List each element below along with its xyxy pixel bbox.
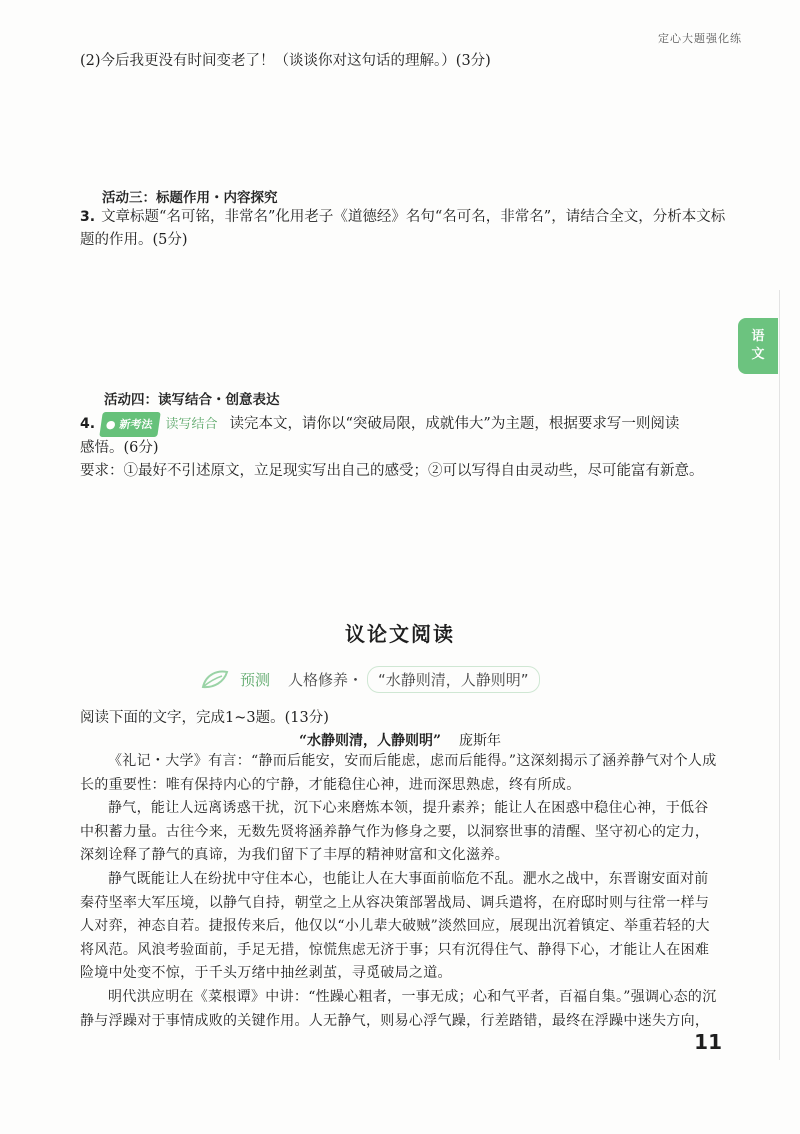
question-4-line-2: 感悟。(6分) — [80, 440, 159, 456]
article-author: 庞斯年 — [459, 733, 502, 749]
article-paragraph-3: 静气既能让人在纷扰中守住本心，也能让人在大事面前临危不乱。淝水之战中，东晋谢安面对前秦苻坚率大军压境，以静气自持，朝堂之上从容决策部署战局、调兵遣将，在府邸时则与往常一样与人对弈，神态自若。捷报传来后，他仅以“小儿辈大破贼”淡然回应，展现出沉着镇定、举重若轻的大将风范。风浪考验面前，手足无措，惊慌焦虑无济于事；只有沉得住气、静得下心，才能让人在困难险境中处变不惊，于千头万绪中抽丝剥茧，寻觅破局之道。 — [80, 870, 710, 982]
activity-3-heading: 活动三：标题作用・内容探究 — [102, 190, 278, 206]
subject-side-tab[interactable] — [738, 318, 778, 374]
article-paragraph-4: 明代洪应明在《菜根谭》中讲：“性躁心粗者，一事无成；心和气平者，百福自集。”强调心态的沉静与浮躁对于事情成败的关键作用。人无静气，则易心浮气躁，行差踏错，最终在浮躁中迷失方向， — [80, 988, 717, 1029]
question-3-number: 3. — [80, 209, 96, 225]
question-3-line-1: 文章标题“名可铭，非常名”化用老子《道德经》名句“名可名，非常名”，请结合全文，分析本文标 — [101, 209, 726, 225]
side-tab-char-2: 文 — [751, 347, 765, 362]
article-body — [80, 750, 720, 1033]
predict-label: 预测 — [240, 670, 271, 689]
question-2-subitem: (2)今后我更没有时间变老了！（谈谈你对这句话的理解。）(3分) — [80, 53, 491, 69]
question-3 — [80, 206, 725, 252]
activity-4-heading: 活动四：读写结合・创意表达 — [104, 392, 280, 408]
lightbulb-icon: ● — [105, 418, 121, 431]
article-paragraph-1: 《礼记・大学》有言：“静而后能安，安而后能虑，虑而后能得。”这深刻揭示了涵养静气对个人成长的重要性：唯有保持内心的宁静，才能稳住心神，进而深思熟虑，终有所成。 — [80, 753, 717, 793]
predict-topic: 人格修养・ — [288, 670, 364, 689]
side-tab-char-1: 语 — [751, 329, 765, 344]
reading-instructions: 阅读下面的文字，完成1~3题。(13分) — [80, 710, 329, 726]
section-title: 议论文阅读 — [345, 622, 455, 646]
leaf-icon — [200, 668, 230, 690]
article-heading — [0, 730, 800, 750]
prediction-banner — [200, 664, 540, 694]
question-4-line-1: 读完本文，请你以“突破局限，成就伟大”为主题，根据要求写一则阅读 — [229, 416, 680, 432]
article-paragraph-2: 静气，能让人远离诱惑干扰，沉下心来磨炼本领，提升素养；能让人在困惑中稳住心神，于低谷中积蓄力量。古往今来，无数先贤将涵养静气作为修身之要，以洞察世事的清醒、坚守初心的定力，深刻诠释了静气的真谛，为我们留下了丰厚的精神财富和文化滋养。 — [80, 800, 710, 864]
running-title: 定心大题强化练 — [658, 32, 742, 45]
new-exam-badge — [99, 412, 161, 437]
predict-quote: “水静则清，人静则明” — [367, 666, 540, 693]
question-3-line-2: 题的作用。(5分) — [80, 232, 188, 248]
page-number: 11 — [694, 1030, 722, 1054]
margin-line — [779, 290, 780, 1060]
article-title: “水静则清，人静则明” — [298, 733, 442, 749]
question-4-number: 4. — [80, 416, 96, 432]
badge-subtitle: 读写结合 — [165, 417, 218, 432]
question-4 — [80, 412, 704, 483]
badge-label: 新考法 — [118, 418, 154, 431]
question-4-requirements: 要求：①最好不引述原文，立足现实写出自己的感受；②可以写得自由灵动些，尽可能富有新意。 — [80, 463, 704, 479]
